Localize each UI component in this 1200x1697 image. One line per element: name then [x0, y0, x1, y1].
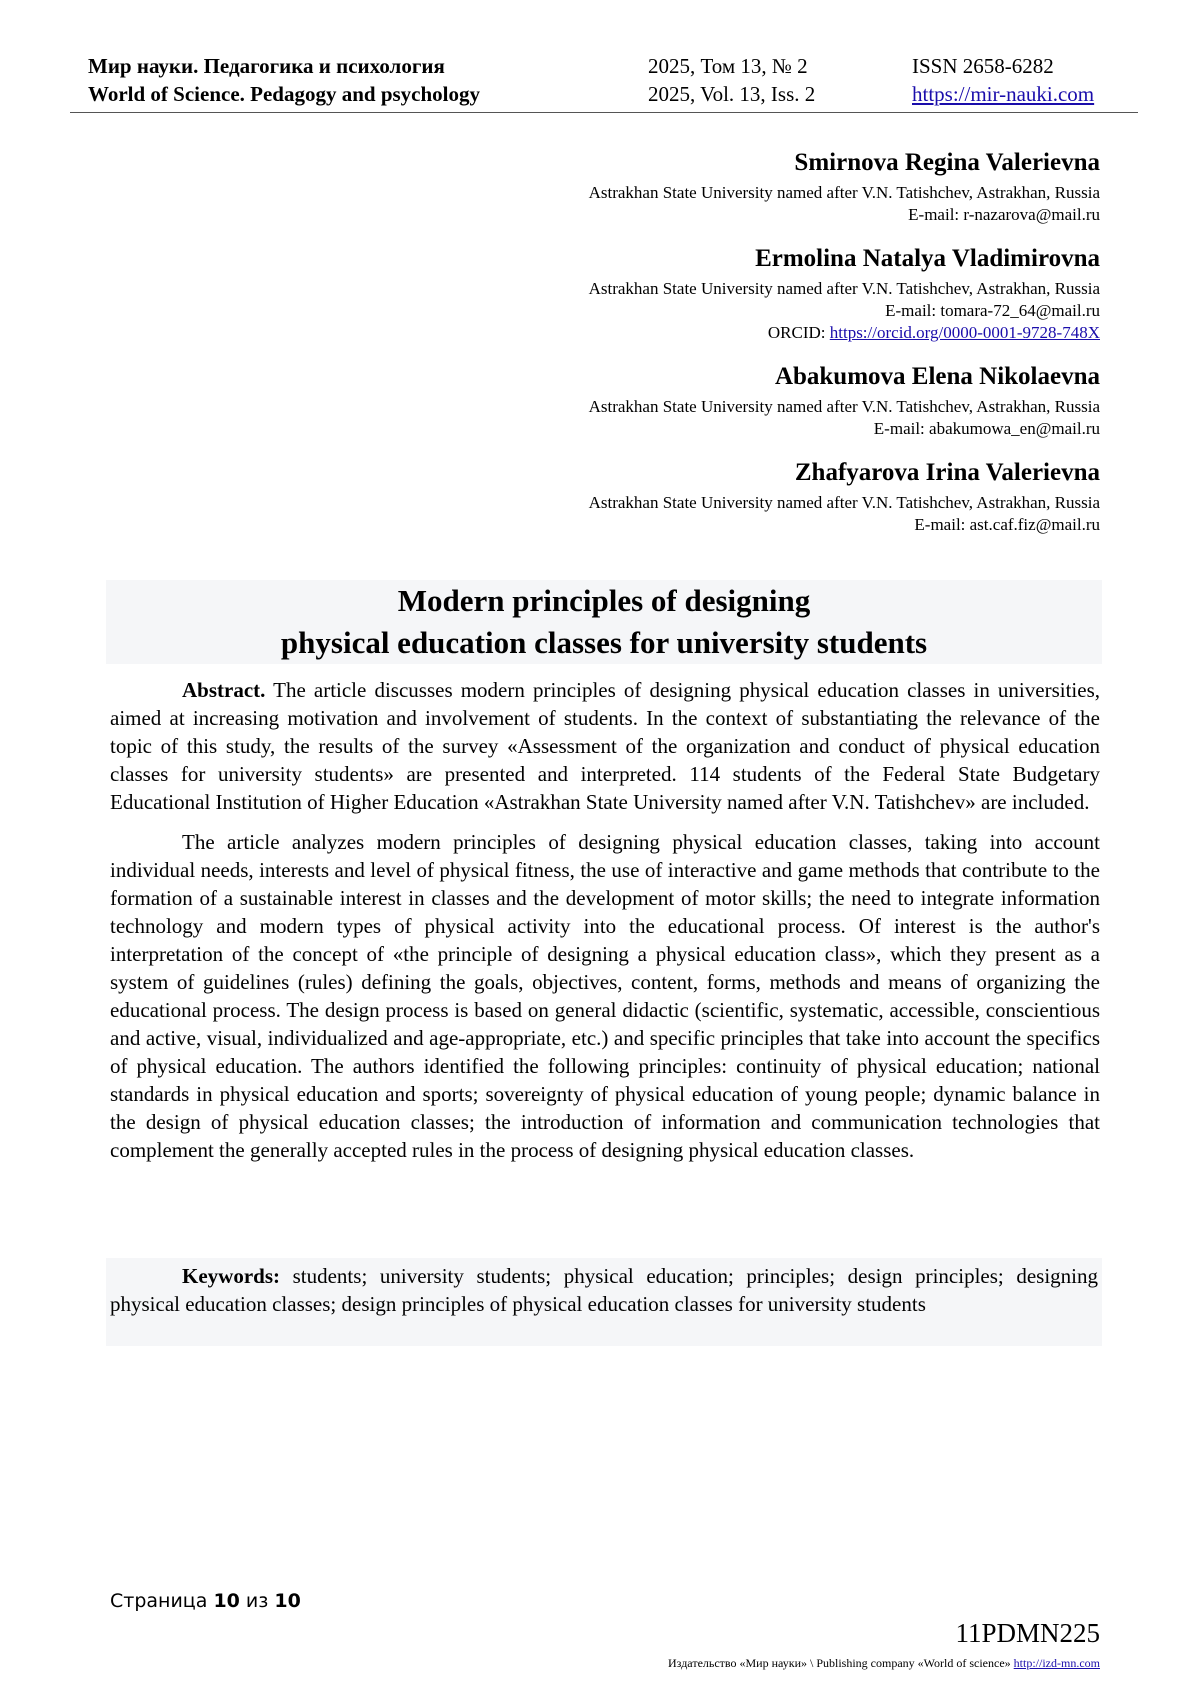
author-name: Zhafyarova Irina Valerievna [794, 459, 1100, 486]
author-affiliation: Astrakhan State University named after V.N. Tatishchev, Astrakhan, Russia [588, 183, 1100, 202]
issn: ISSN 2658-6282 [912, 54, 1054, 78]
author-name: Abakumova Elena Nikolaevna [774, 363, 1100, 390]
article-title-line-1: Modern principles of designing [397, 583, 811, 618]
abstract-label: Abstract. [182, 678, 266, 702]
page-current: 10 [213, 1590, 240, 1612]
header-divider [70, 112, 1138, 113]
abstract-section [110, 676, 1100, 1176]
journal-title-block [88, 52, 480, 108]
author-email: E-mail: abakumowa_en@mail.ru [873, 419, 1100, 438]
author-list [420, 148, 1100, 554]
author-entry [420, 458, 1100, 536]
journal-site-link[interactable]: https://mir-nauki.com [912, 82, 1095, 106]
page-counter-prefix: Страница [110, 1590, 214, 1612]
orcid-label: ORCID: [767, 323, 830, 342]
issue-block [648, 52, 815, 108]
author-entry [420, 148, 1100, 226]
journal-title-ru: Мир науки. Педагогика и психология [88, 54, 445, 78]
author-email: E-mail: tomara-72_64@mail.ru [885, 301, 1100, 320]
author-email: E-mail: r-nazarova@mail.ru [908, 205, 1100, 224]
author-email: E-mail: ast.caf.fiz@mail.ru [914, 515, 1100, 534]
author-orcid [420, 322, 1100, 344]
issue-ru: 2025, Том 13, № 2 [648, 54, 808, 78]
publisher-text: Издательство «Мир науки» \ Publishing company «World of science» [668, 1656, 1014, 1670]
article-code: 11PDMN225 [955, 1618, 1100, 1648]
page-counter [110, 1590, 301, 1612]
author-affiliation: Astrakhan State University named after V.N. Tatishchev, Astrakhan, Russia [588, 397, 1100, 416]
keywords-label: Keywords: [182, 1264, 280, 1288]
keywords-section [106, 1258, 1102, 1346]
issn-block [912, 52, 1094, 108]
keywords-paragraph [110, 1262, 1098, 1318]
page-total: 10 [274, 1590, 301, 1612]
article-title-line-2: physical education classes for university students [280, 625, 928, 660]
keywords-text: students; university students; physical education; principles; design principles; designing physical education classes; design principles of physical education classes for university students [110, 1264, 1098, 1316]
page-counter-middle: из [239, 1590, 275, 1612]
author-entry [420, 362, 1100, 440]
author-name: Smirnova Regina Valerievna [794, 149, 1100, 176]
abstract-text: The article discusses modern principles of designing physical education classes in universities, aimed at increasing motivation and involvement of students. In the context of substantiating the relevance of the topic of this study, the results of the survey «Assessment of the organization and conduct of physical education classes for university students» are presented and interpreted. 114 students of the Federal State Budgetary Educational Institution of Higher Education «Astrakhan State University named after V.N. Tatishchev» are included. [110, 678, 1100, 814]
journal-header [88, 52, 1138, 112]
abstract-paragraph [110, 676, 1100, 816]
publisher-footer [668, 1656, 1100, 1671]
author-affiliation: Astrakhan State University named after V.N. Tatishchev, Astrakhan, Russia [588, 493, 1100, 512]
author-affiliation: Astrakhan State University named after V.N. Tatishchev, Astrakhan, Russia [588, 279, 1100, 298]
author-entry [420, 244, 1100, 344]
journal-title-en: World of Science. Pedagogy and psychology [88, 82, 481, 106]
orcid-link[interactable]: https://orcid.org/0000-0001-9728-748X [829, 323, 1100, 342]
author-name: Ermolina Natalya Vladimirovna [755, 245, 1100, 272]
publisher-link[interactable]: http://izd-mn.com [1013, 1656, 1100, 1670]
article-title [106, 580, 1102, 664]
issue-en: 2025, Vol. 13, Iss. 2 [648, 82, 816, 106]
abstract-paragraph-2: The article analyzes modern principles of designing physical education classes, taking into account individual needs, interests and level of physical fitness, the use of interactive and game methods that contribute to the formation of a sustainable interest in classes and the development of motor skills; the need to integrate information technology and modern types of physical activity into the educational process. Of interest is the author's interpretation of the concept of «the principle of designing a physical education class», which they present as a system of guidelines (rules) defining the goals, objectives, content, forms, methods and means of organizing the educational process. The design process is based on general didactic (scientific, systematic, accessible, conscientious and active, visual, individualized and age-appropriate, etc.) and specific principles that take into account the specifics of physical education. The authors identified the following principles: continuity of physical education; national standards in physical education and sports; sovereignty of physical education of young people; dynamic balance in the design of physical education classes; the introduction of information and communication technologies that complement the generally accepted rules in the process of designing physical education classes. [110, 830, 1100, 1162]
